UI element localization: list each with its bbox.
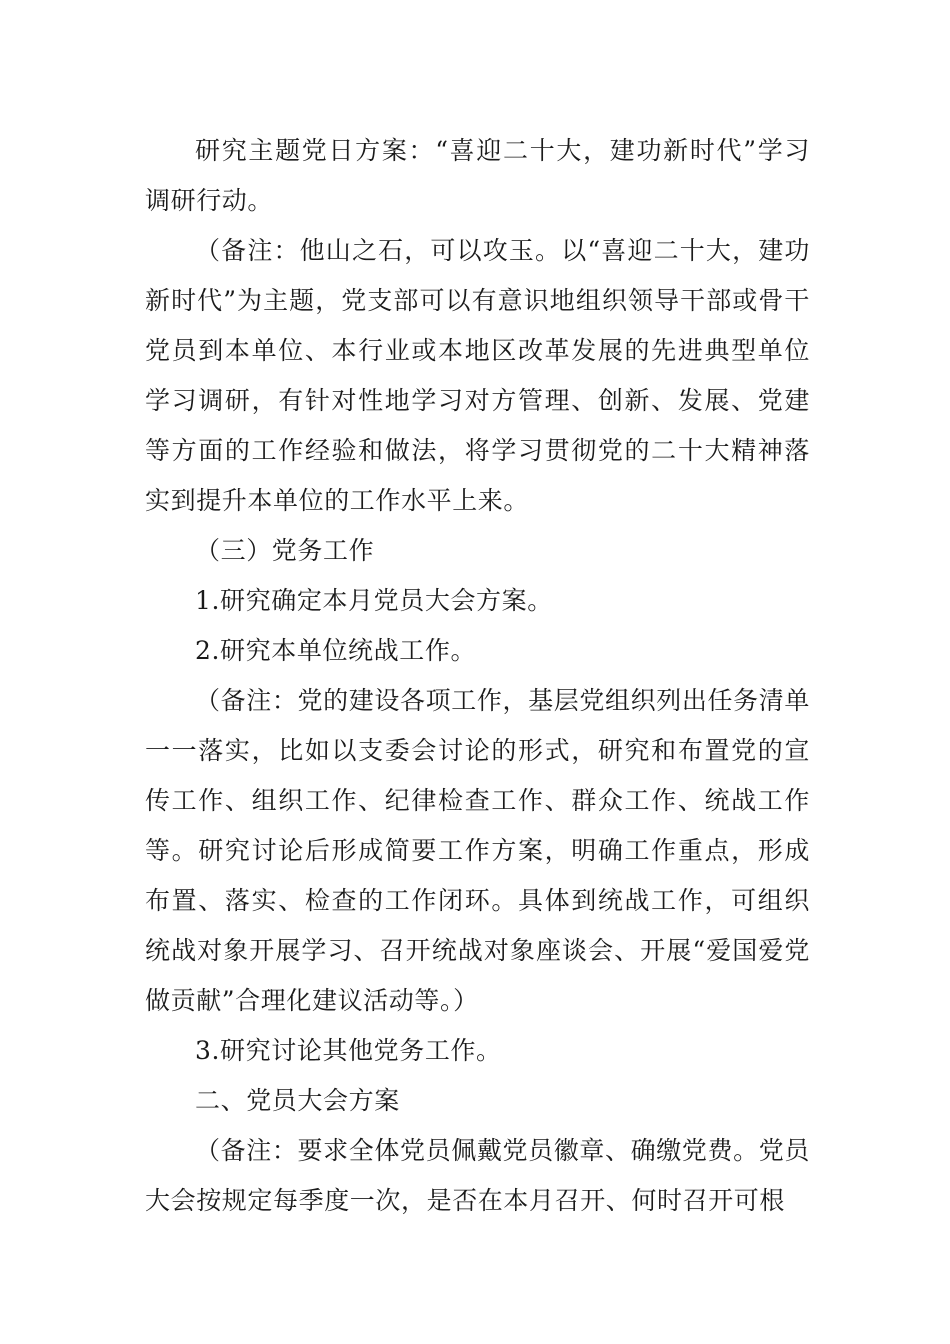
paragraph-note-members-meeting: （备注：要求全体党员佩戴党员徽章、确缴党费。党员大会按规定每季度一次，是否在本月召开、何时召开可根 <box>145 1136 810 1215</box>
paragraph-note-study-visit: （备注：他山之石，可以攻玉。以“喜迎二十大，建功新时代”为主题，党支部可以有意识地组织领导干部或骨干党员到本单位、本行业或本地区改革发展的先进典型单位学习调研，有针对性地学习对方管理、创新、发展、党建等方面的工作经验和做法，将学习贯彻党的二十大精神落实到提升本单位的工作水平上来。 <box>145 236 810 515</box>
paragraph-note-party-building: （备注：党的建设各项工作，基层党组织列出任务清单一一落实，比如以支委会讨论的形式，研究和布置党的宣传工作、组织工作、纪律检查工作、群众工作、统战工作等。研究讨论后形成简要工作方案，明确工作重点，形成布置、落实、检查的工作闭环。具体到统战工作，可组织统战对象开展学习、召开统战对象座谈会、开展“爱国爱党做贡献”合理化建议活动等。） <box>145 686 810 1015</box>
list-item-2: 2.研究本单位统战工作。 <box>195 636 477 665</box>
list-item-3: 3.研究讨论其他党务工作。 <box>195 1036 502 1065</box>
list-item-1: 1.研究确定本月党员大会方案。 <box>195 586 553 615</box>
document-body <box>145 126 810 1226</box>
paragraph-topic-plan: 研究主题党日方案：“喜迎二十大，建功新时代”学习调研行动。 <box>145 136 810 215</box>
section-heading-party-affairs: （三）党务工作 <box>195 536 375 565</box>
section-heading-members-meeting: 二、党员大会方案 <box>195 1086 400 1115</box>
